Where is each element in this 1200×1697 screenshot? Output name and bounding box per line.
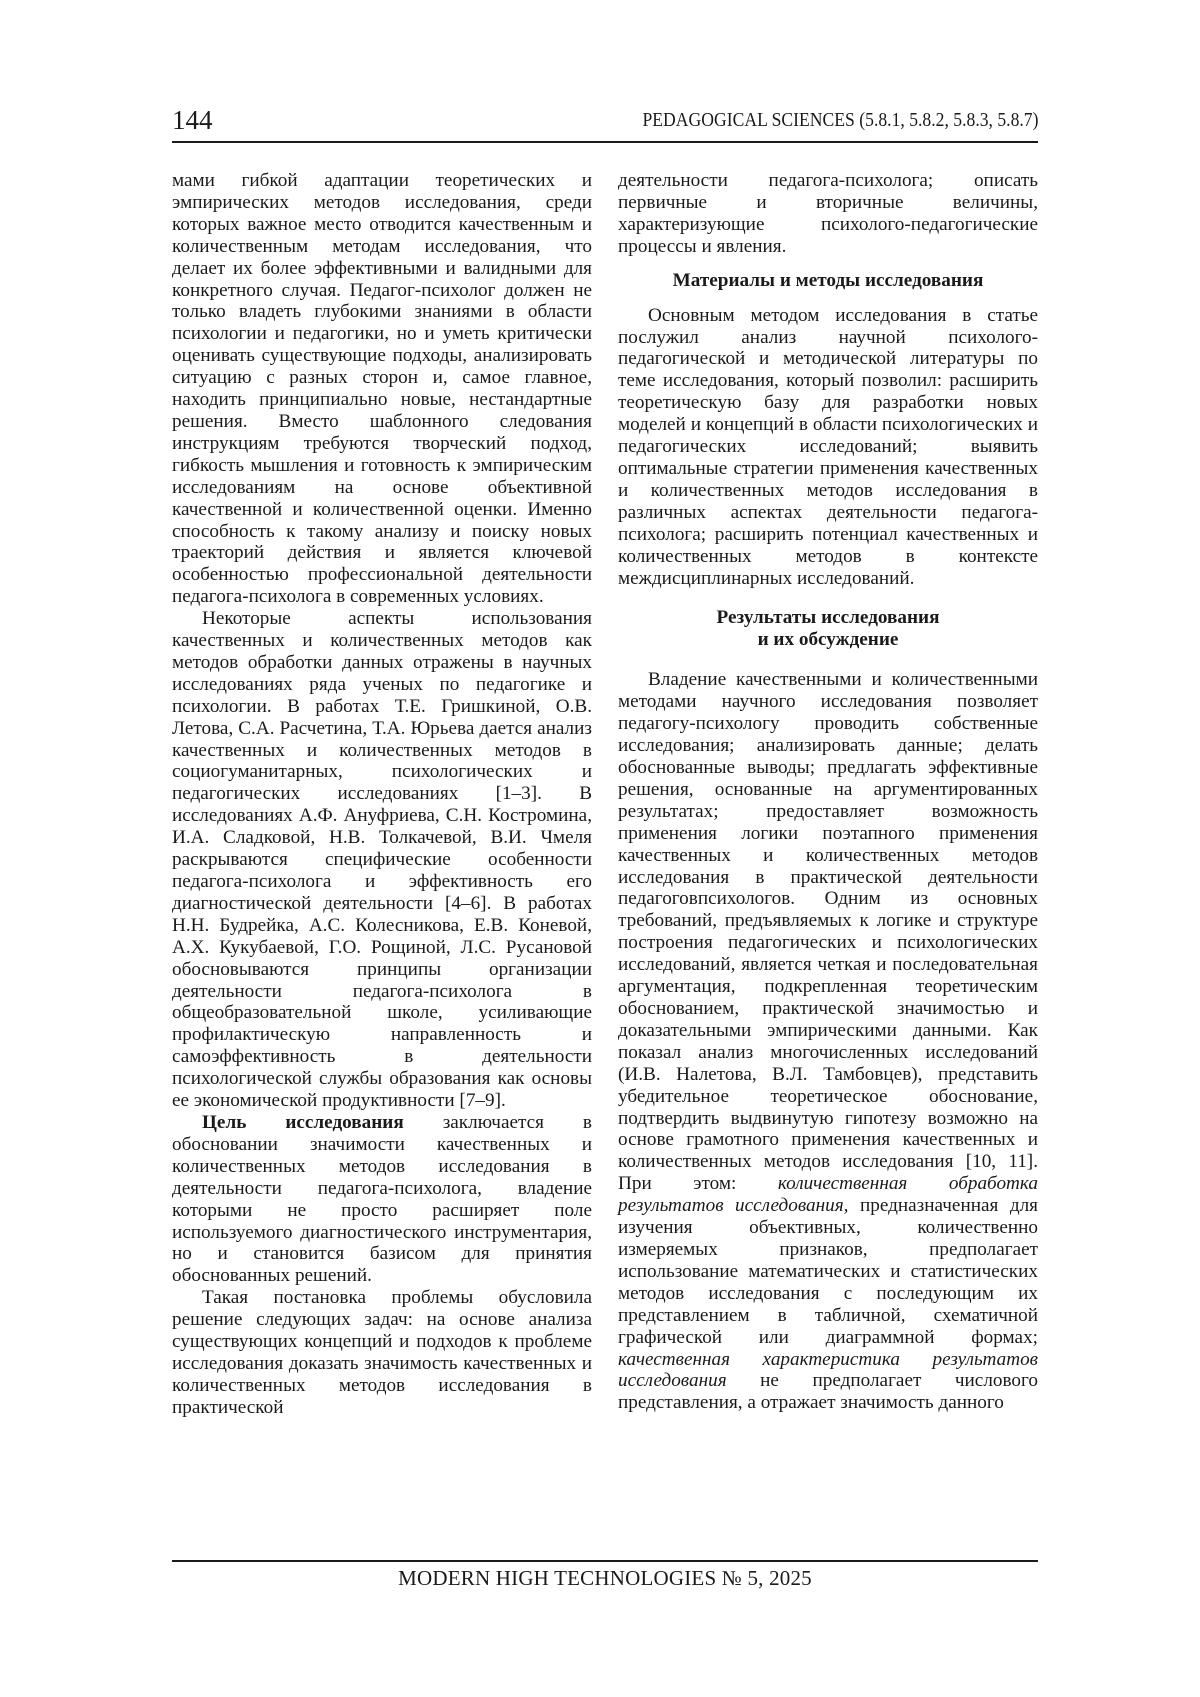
results-italic-qualitative: качественная характеристика результатов исследования xyxy=(618,1348,1038,1392)
journal-section-title: PEDAGOGICAL SCIENCES (5.8.1, 5.8.2, 5.8.3, 5.8.7) xyxy=(641,109,1038,131)
results-text-c: не предполагает числового представления, а отражает значимость данного xyxy=(618,1370,1038,1414)
paragraph-results xyxy=(618,669,1038,1414)
heading-results-line2: и их обсуждение xyxy=(757,629,899,651)
footer-rule xyxy=(172,1560,1038,1562)
paragraph-tasks-continued: деятельности педагога-психолога; описать первичные и вторичные величины, характеризующие психолого-педагогические процессы и явления. xyxy=(618,170,1038,257)
paragraph-literature-review: Некоторые аспекты использования качественных и количественных методов как методов обработки данных отражены в научных исследованиях ряда ученых по педагогике и психологии. В работах Т.Е. Гришкиной, О.В. Летова, С.А. Расчетина, Т.А. Юрьева дается анализ качественных и количественных методов в социогуманитарных, психологических и педагогических исследованиях [1–3]. В исследованиях А.Ф. Ануфриева, С.Н. Костромина, И.А. Сладковой, Н.В. Толкачевой, В.И. Чмеля раскрываются специфические особенности педагога-психолога и эффективность его диагностической деятельности [4–6]. В работах Н.Н. Будрейка, А.С. Колесникова, Е.В. Коневой, А.Х. Кукубаевой, Г.О. Рощиной, Л.С. Русановой обосновываются принципы организации деятельности педагога-психолога в общеобразовательной школе, усиливающие профилактическую направленность и самоэффективность в деятельности психологической службы образования как основы ее экономической продуктивности [7–9]. xyxy=(172,608,592,1112)
heading-results-line1: Результаты исследования xyxy=(716,607,940,629)
heading-results xyxy=(618,607,1038,651)
right-column xyxy=(618,170,1038,1414)
research-aim-label: Цель исследования xyxy=(202,1111,404,1133)
results-text-b: предназначенная для изучения объективных, количественно измеряемых признаков, предполагает использование математических и статистических методов исследования с последующим их представлением в табличной, схематичной графической или диаграммной формах; xyxy=(618,1195,1039,1348)
journal-footer: MODERN HIGH TECHNOLOGIES № 5, 2025 xyxy=(398,1566,812,1590)
results-italic-quantitative: количественная обработка результатов исследования, xyxy=(618,1173,1038,1217)
paragraph-research-aim xyxy=(172,1112,592,1287)
paragraph-tasks: Такая постановка проблемы обусловила решение следующих задач: на основе анализа существующих концепций и подходов к проблеме исследования доказать значимость качественных и количественных методов исследования в практической xyxy=(172,1287,592,1418)
left-column xyxy=(172,170,592,1419)
heading-materials-methods: Материалы и методы исследования xyxy=(672,269,984,291)
page-number: 144 xyxy=(172,105,213,135)
paragraph-continuation: мами гибкой адаптации теоретических и эмпирических методов исследования, среди которых важное место отводится качественным и количественным методам исследования, что делает их более эффективными и валидными для конкретного случая. Педагог-психолог должен не только владеть глубокими знаниями в области психологии и педагогики, но и уметь критически оценивать существующие подходы, анализировать ситуацию с разных сторон и, самое главное, находить принципиально новые, нестандартные решения. Вместо шаблонного следования инструкциям требуются творческий подход, гибкость мышления и готовность к эмпирическим исследованиям на основе объективной качественной и количественной оценки. Именно способность к такому анализу и поиску новых траекторий действия и является ключевой особенностью профессиональной деятельности педагога-психолога в современных условиях. xyxy=(172,170,592,608)
header-rule xyxy=(172,141,1038,143)
paragraph-methods: Основным методом исследования в статье послужил анализ научной психолого-педагогической и методической литературы по теме исследования, который позволил: расширить теоретическую базу для разработки новых моделей и концепций в области психологических и педагогических исследований; выявить оптимальные стратегии применения качественных и количественных методов исследования в различных аспектах деятельности педагога-психолога; расширить потенциал качественных и количественных методов в контексте междисциплинарных исследований. xyxy=(618,304,1038,589)
results-text-a: Владение качественными и количественными методами научного исследования позволяет педагогу-психологу проводить собственные исследования; анализировать данные; делать обоснованные выводы; предлагать эффективные решения, основанные на аргументированных результатах; предоставляет возможность применения логики поэтапного применения качественных и количественных методов исследования в практической деятельности педагоговпсихологов. Одним из основных требований, предъявляемых к логике и структуре построения педагогических и психологических исследований, является четкая и последовательная аргументация, подкрепленная теоретическим обоснованием, практической значимостью и доказательными эмпирическими данными. Как показал анализ многочисленных исследований (И.В. Налетова, В.Л. Тамбовцев), представить убедительное теоретическое обоснование, подтвердить выдвинутую гипотезу возможно на основе грамотного применения качественных и количественных методов исследования [10, 11]. При этом: xyxy=(618,669,1038,1195)
research-aim-text: заключается в обосновании значимости качественных и количественных методов исследования в деятельности педагога-психолога, владение которыми не просто расширяет поле используемого диагностического инструментария, но и становится базисом для принятия обоснованных решений. xyxy=(172,1111,592,1287)
running-header xyxy=(172,105,1038,145)
